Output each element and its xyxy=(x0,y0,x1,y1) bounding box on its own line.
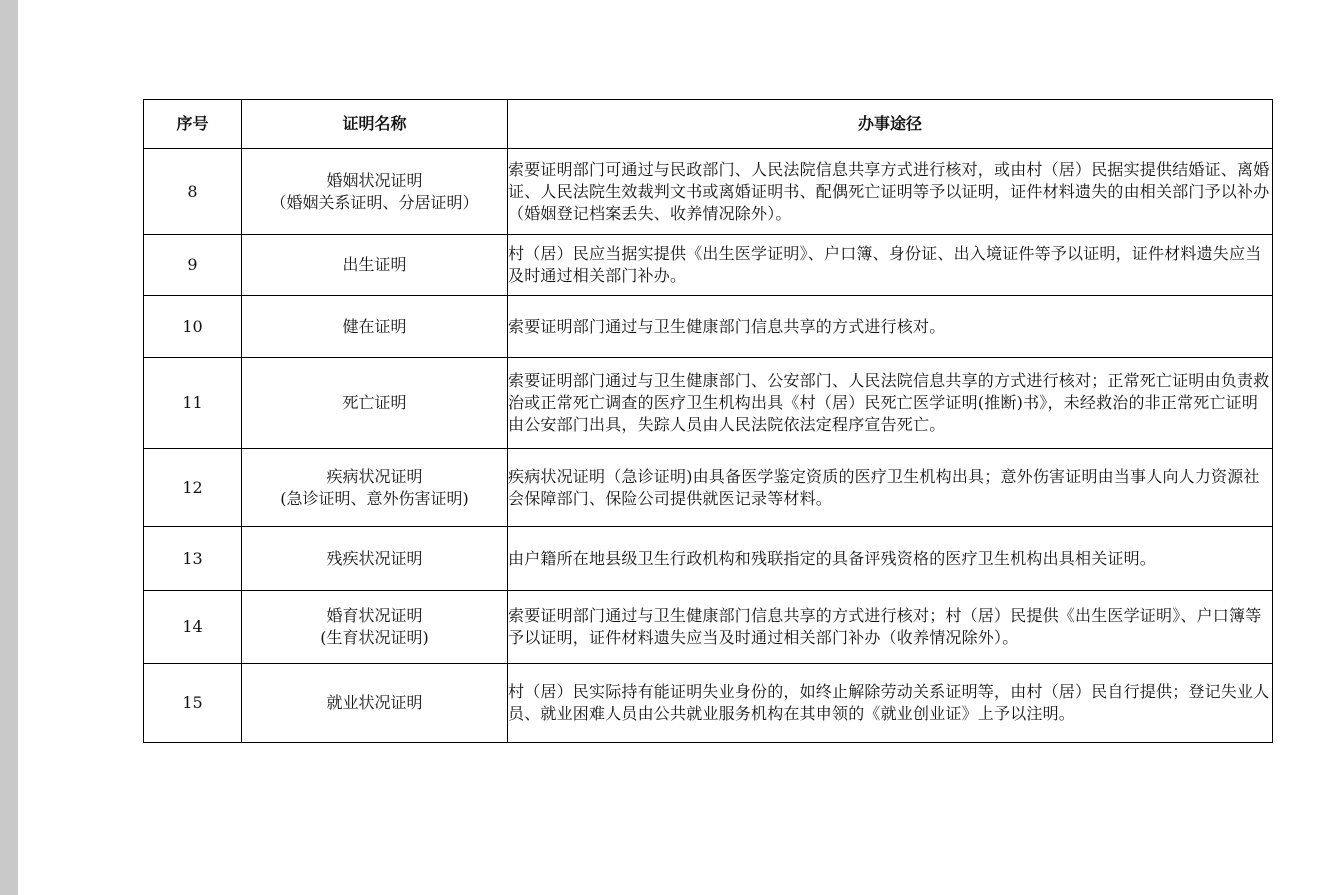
certificate-name-main: 疾病状况证明 xyxy=(326,466,423,486)
row-handling-route: 索要证明部门通过与卫生健康部门信息共享的方式进行核对。 xyxy=(508,296,1273,358)
table-body xyxy=(144,149,1273,743)
certificate-name-sub: (急诊证明、意外伤害证明) xyxy=(280,488,469,508)
certificate-name-main: 死亡证明 xyxy=(342,393,407,412)
row-serial-number: 15 xyxy=(144,664,242,743)
row-certificate-name xyxy=(242,664,508,743)
row-serial-number: 9 xyxy=(144,235,242,296)
document-page xyxy=(18,0,1321,895)
row-serial-number: 8 xyxy=(144,149,242,235)
table-row xyxy=(144,235,1273,296)
row-serial-number: 11 xyxy=(144,358,242,449)
row-certificate-name xyxy=(242,591,508,664)
row-handling-route: 索要证明部门通过与卫生健康部门信息共享的方式进行核对；村（居）民提供《出生医学证明》、户口簿等予以证明，证件材料遗失应当及时通过相关部门补办（收养情况除外）。 xyxy=(508,591,1273,664)
header-certificate-name: 证明名称 xyxy=(242,100,508,149)
row-handling-route: 由户籍所在地县级卫生行政机构和残联指定的具备评残资格的医疗卫生机构出具相关证明。 xyxy=(508,527,1273,591)
table-header-row xyxy=(144,100,1273,149)
row-handling-route: 索要证明部门可通过与民政部门、人民法院信息共享方式进行核对，或由村（居）民据实提供结婚证、离婚证、人民法院生效裁判文书或离婚证明书、配偶死亡证明等予以证明，证件材料遗失的由相关部门予以补办（婚姻登记档案丢失、收养情况除外）。 xyxy=(508,149,1273,235)
header-serial-number: 序号 xyxy=(144,100,242,149)
table-row xyxy=(144,149,1273,235)
table-row xyxy=(144,591,1273,664)
certificate-name-main: 残疾状况证明 xyxy=(326,548,423,568)
table-row xyxy=(144,664,1273,743)
table-row xyxy=(144,527,1273,591)
viewer-left-gutter xyxy=(0,0,18,895)
row-certificate-name xyxy=(242,149,508,235)
row-serial-number: 10 xyxy=(144,296,242,358)
row-handling-route: 疾病状况证明（急诊证明)由具备医学鉴定资质的医疗卫生机构出具；意外伤害证明由当事人向人力资源社会保障部门、保险公司提供就医记录等材料。 xyxy=(508,449,1273,527)
table-row xyxy=(144,296,1273,358)
row-handling-route: 村（居）民实际持有能证明失业身份的，如终止解除劳动关系证明等，由村（居）民自行提供；登记失业人员、就业困难人员由公共就业服务机构在其申领的《就业创业证》上予以注明。 xyxy=(508,664,1273,743)
certificate-name-main: 就业状况证明 xyxy=(326,693,423,712)
row-certificate-name xyxy=(242,449,508,527)
table-row xyxy=(144,449,1273,527)
certificate-name-sub: (生育状况证明) xyxy=(320,628,429,647)
row-certificate-name xyxy=(242,235,508,296)
certificate-name-main: 婚育状况证明 xyxy=(326,606,423,625)
certificate-name-main: 婚姻状况证明 xyxy=(326,170,423,190)
row-handling-route: 村（居）民应当据实提供《出生医学证明》、户口簿、身份证、出入境证件等予以证明，证件材料遗失应当及时通过相关部门补办。 xyxy=(508,235,1273,296)
row-certificate-name xyxy=(242,296,508,358)
row-serial-number: 13 xyxy=(144,527,242,591)
header-handling-route: 办事途径 xyxy=(508,100,1273,149)
row-handling-route: 索要证明部门通过与卫生健康部门、公安部门、人民法院信息共享的方式进行核对；正常死亡证明由负责救治或正常死亡调查的医疗卫生机构出具《村（居）民死亡医学证明(推断)书》，未经救治的非正常死亡证明由公安部门出具，失踪人员由人民法院依法定程序宣告死亡。 xyxy=(508,358,1273,449)
certificate-name-sub: （婚姻关系证明、分居证明） xyxy=(270,192,479,212)
certificate-table xyxy=(143,99,1273,743)
row-certificate-name xyxy=(242,527,508,591)
row-serial-number: 12 xyxy=(144,449,242,527)
row-certificate-name xyxy=(242,358,508,449)
certificate-name-main: 健在证明 xyxy=(342,316,407,336)
certificate-name-main: 出生证明 xyxy=(342,255,407,274)
table-header xyxy=(144,100,1273,149)
row-serial-number: 14 xyxy=(144,591,242,664)
table-row xyxy=(144,358,1273,449)
